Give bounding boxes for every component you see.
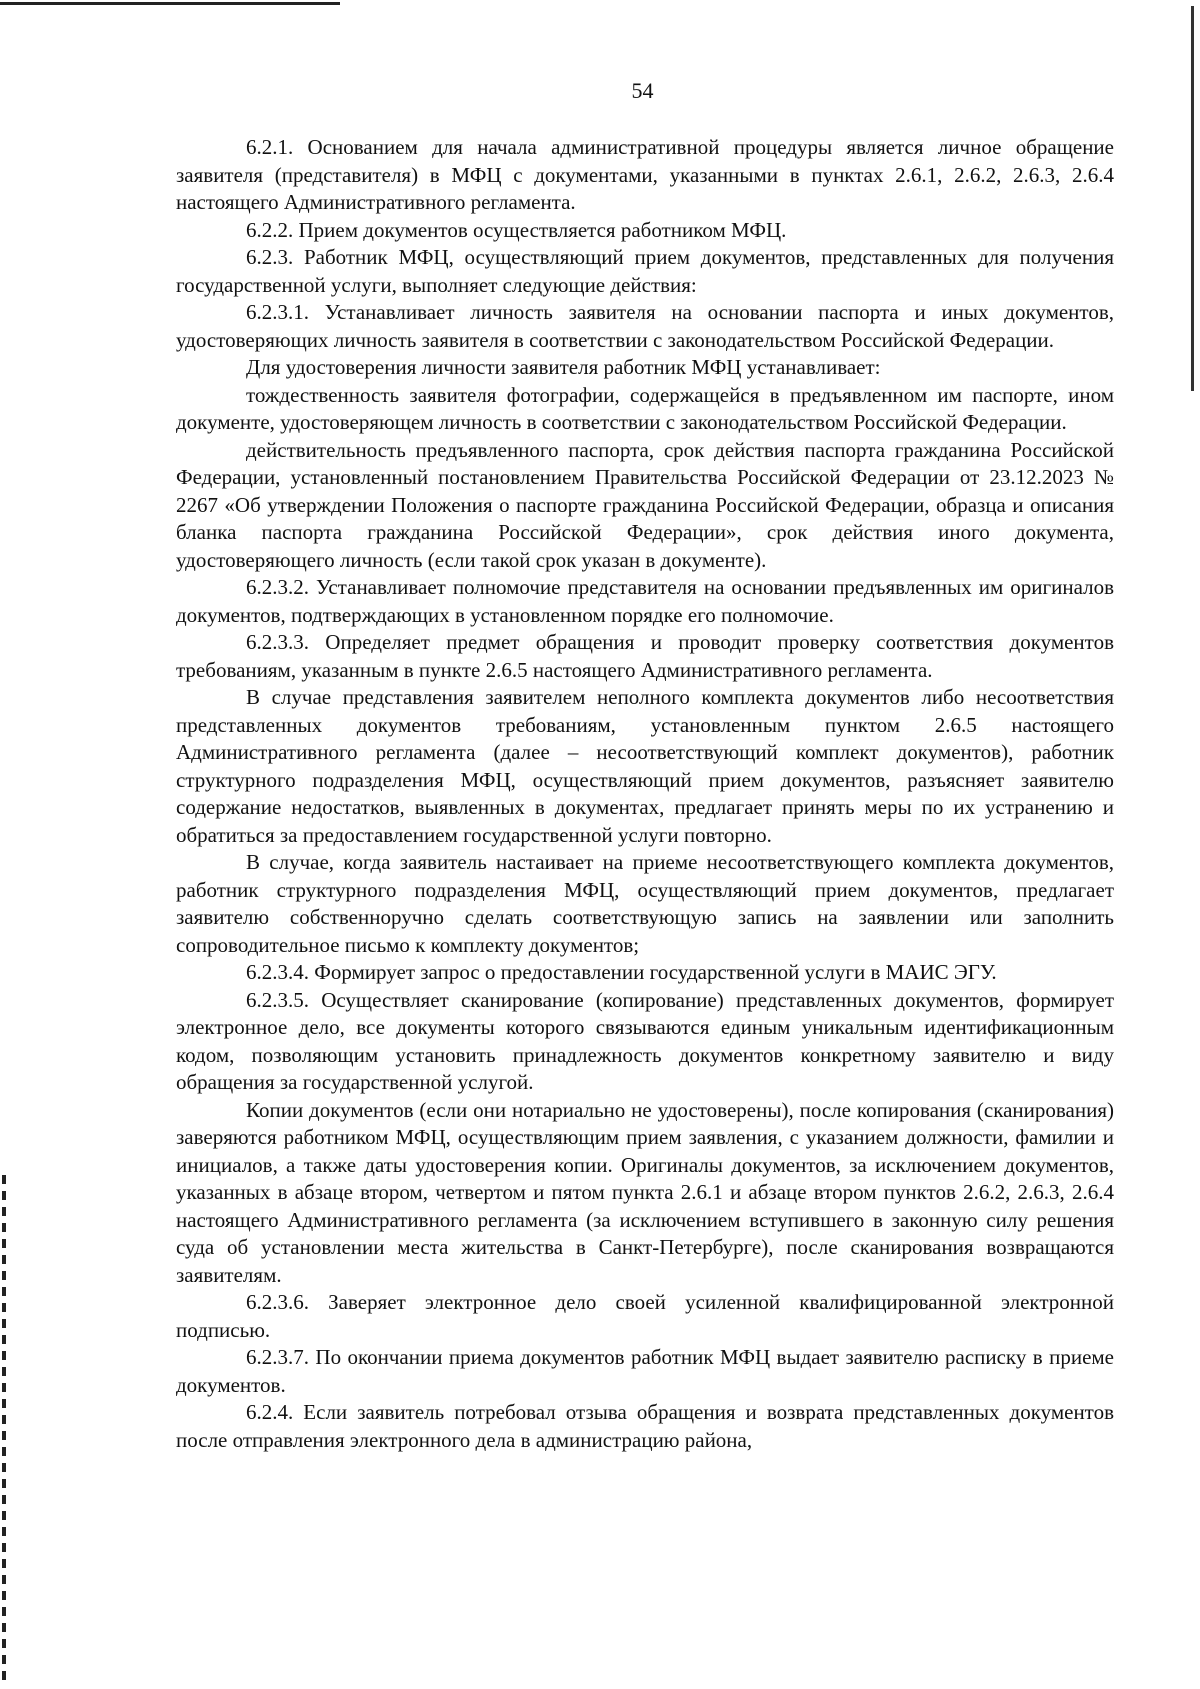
paragraph-6-2-3-1: 6.2.3.1. Устанавливает личность заявителя на основании паспорта и иных документов, удостоверяющих личность заявителя в соответствии с законодательством Российской Федерации.: [176, 300, 1114, 352]
paragraph-6-2-3-3: 6.2.3.3. Определяет предмет обращения и проводит проверку соответствия документов требованиям, указанным в пункте 2.6.5 настоящего Административного регламента.: [176, 630, 1114, 682]
scan-border-left: [2, 1175, 6, 1680]
document-body: [176, 134, 1114, 1454]
paragraph-6-2-3-6: 6.2.3.6. Заверяет электронное дело своей усиленной квалифицированной электронной подписью.: [176, 1290, 1114, 1342]
scan-border-top: [0, 2, 340, 5]
scan-border-right: [1191, 6, 1194, 391]
page-number: 54: [631, 78, 654, 103]
paragraph-6-2-3-5: 6.2.3.5. Осуществляет сканирование (копирование) представленных документов, формирует электронное дело, все документы которого связываются единым уникальным идентификационным кодом, позволяющим установить принадлежность документов конкретному заявителю и виду обращения за государственной услугой.: [176, 987, 1114, 1094]
paragraph-identity-intro: Для удостоверения личности заявителя работник МФЦ устанавливает:: [246, 355, 881, 379]
paragraph-incomplete-set: В случае представления заявителем неполного комплекта документов либо несоответствия представленных документов требованиям, установленным пунктом 2.6.5 настоящего Административного регламента (далее – несоответствующий комплект документов), работник структурного подразделения МФЦ, осуществляющий прием документов, разъясняет заявителю содержание недостатков, выявленных в документах, предлагает принять меры по их устранению и обратиться за предоставлением государственной услуги повторно.: [176, 685, 1114, 847]
paragraph-6-2-3-7: 6.2.3.7. По окончании приема документов работник МФЦ выдает заявителю расписку в приеме документов.: [176, 1345, 1114, 1397]
paragraph-6-2-1: 6.2.1. Основанием для начала административной процедуры является личное обращение заявителя (представителя) в МФЦ с документами, указанными в пунктах 2.6.1, 2.6.2, 2.6.3, 2.6.4 настоящего Административного регламента.: [176, 135, 1114, 214]
paragraph-6-2-4: 6.2.4. Если заявитель потребовал отзыва обращения и возврата представленных документов после отправления электронного дела в администрацию района,: [176, 1400, 1114, 1452]
paragraph-6-2-3-2: 6.2.3.2. Устанавливает полномочие представителя на основании предъявленных им оригиналов документов, подтверждающих в установленном порядке его полномочие.: [176, 575, 1114, 627]
paragraph-6-2-3-4: 6.2.3.4. Формирует запрос о предоставлении государственной услуги в МАИС ЭГУ.: [246, 960, 997, 984]
paragraph-6-2-3: 6.2.3. Работник МФЦ, осуществляющий прием документов, представленных для получения государственной услуги, выполняет следующие действия:: [176, 245, 1114, 297]
paragraph-6-2-2: 6.2.2. Прием документов осуществляется работником МФЦ.: [246, 217, 787, 242]
paragraph-insists: В случае, когда заявитель настаивает на приеме несоответствующего комплекта документов, работник структурного подразделения МФЦ, осуществляющий прием документов, предлагает заявителю собственноручно сделать соответствующую запись на заявлении или заполнить сопроводительное письмо к комплекту документов;: [176, 850, 1114, 957]
paragraph-passport-validity: действительность предъявленного паспорта, срок действия паспорта гражданина Российской Федерации, установленный постановлением Правительства Российской Федерации от 23.12.2023 № 2267 «Об утверждении Положения о паспорте гражданина Российской Федерации, образца и описания бланка паспорта гражданина Российской Федерации», срок действия иного документа, удостоверяющего личность (если такой срок указан в документе).: [176, 437, 1114, 572]
paragraph-copies: Копии документов (если они нотариально не удостоверены), после копирования (сканирования) заверяются работником МФЦ, осуществляющим прием заявления, с указанием должности, фамилии и инициалов, а также даты удостоверения копии. Оригиналы документов, за исключением документов, указанных в абзаце втором, четвертом и пятом пункта 2.6.1 и абзаце втором пунктов 2.6.2, 2.6.3, 2.6.4 настоящего Административного регламента (за исключением вступившего в законную силу решения суда об установлении места жительства в Санкт-Петербурге), после сканирования возвращаются заявителям.: [176, 1097, 1114, 1287]
paragraph-identity-photo: тождественность заявителя фотографии, содержащейся в предъявленном им паспорте, ином документе, удостоверяющем личность в соответствии с законодательством Российской Федерации.: [176, 382, 1114, 434]
